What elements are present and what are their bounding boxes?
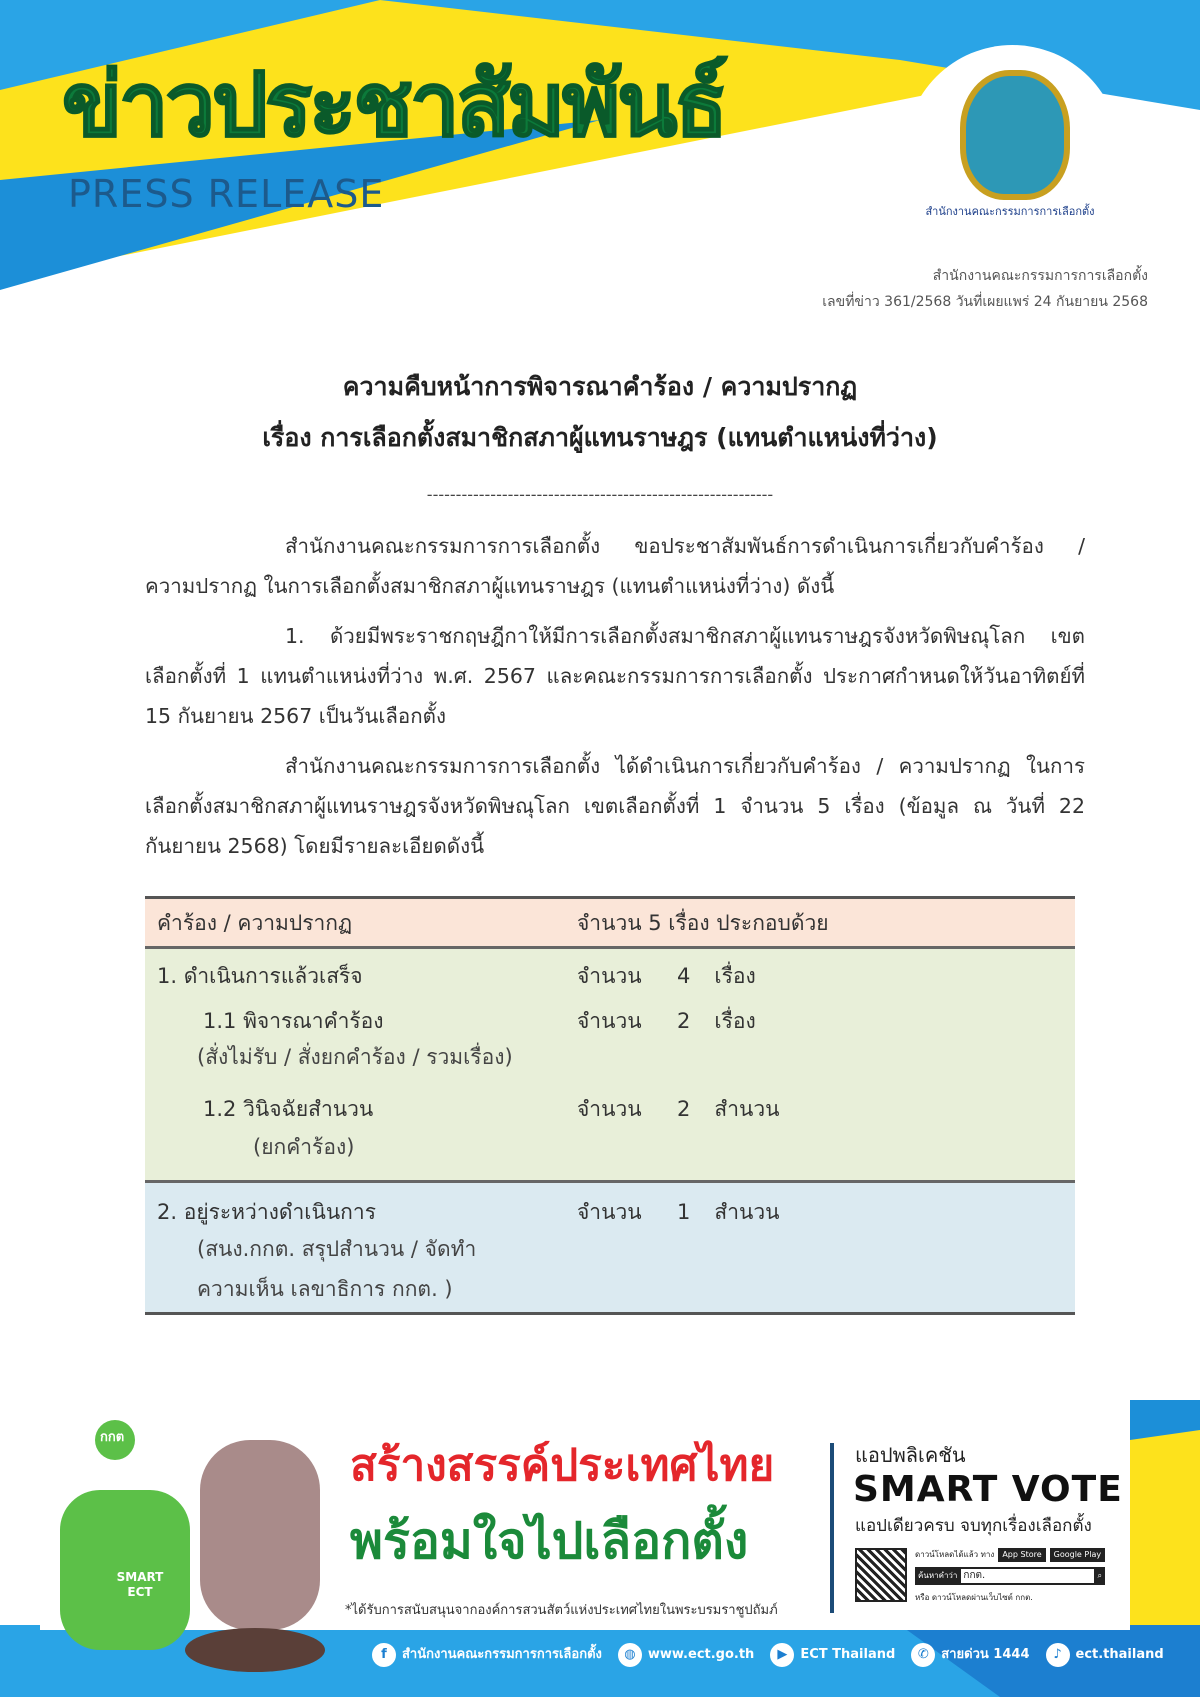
paragraph-2 xyxy=(145,746,1085,866)
slogan-line-1: สร้างสรรค์ประเทศไทย xyxy=(350,1440,775,1491)
download-label: ดาวน์โหลดได้แล้ว ทาง xyxy=(915,1550,995,1559)
app-tagline: แอปเดียวครบ จบทุกเรื่องเลือกตั้ง xyxy=(855,1516,1092,1536)
search-box[interactable] xyxy=(915,1567,1105,1585)
social-label: www.ect.go.th xyxy=(647,1647,755,1662)
search-icon[interactable]: ⌕ xyxy=(1097,1571,1102,1580)
social-facebook[interactable] xyxy=(372,1643,602,1667)
row-label: 1.1 พิจารณาคำร้อง xyxy=(145,1000,565,1042)
row-qty: จำนวน xyxy=(565,1000,665,1042)
social-label: สายด่วน 1444 xyxy=(941,1647,1030,1662)
mascot-shirt-text: SMART ECT xyxy=(116,1570,164,1599)
news-number-date: เลขที่ข่าว 361/2568 วันที่เผยแพร่ 24 กันยายน 2568 xyxy=(822,294,1148,310)
download-row xyxy=(915,1548,1105,1562)
google-play-button[interactable]: Google Play xyxy=(1050,1548,1105,1562)
table-row xyxy=(145,948,1075,1000)
facebook-icon: f xyxy=(372,1643,396,1667)
table-row xyxy=(145,1182,1075,1234)
app-store-button[interactable]: App Store xyxy=(998,1548,1045,1562)
complaint-summary-table xyxy=(145,896,1075,1315)
social-website[interactable] xyxy=(618,1643,754,1667)
row-sublabel: (สั่งไม่รับ / สั่งยกคำร้อง / รวมเรื่อง) xyxy=(145,1042,1075,1090)
paragraph-intro xyxy=(145,526,1085,606)
qr-code-icon[interactable] xyxy=(855,1548,907,1602)
header-col2: จำนวน 5 เรื่อง ประกอบด้วย xyxy=(565,898,1075,948)
social-links xyxy=(372,1643,1164,1667)
globe-icon: ◍ xyxy=(618,1643,642,1667)
slogan-line-2: พร้อมใจไปเลือกตั้ง xyxy=(350,1512,749,1570)
row-label: 2. อยู่ระหว่างดำเนินการ xyxy=(145,1182,565,1234)
app-prefix: แอปพลิเคชัน xyxy=(855,1443,966,1467)
table-row xyxy=(145,1000,1075,1042)
row-unit: เรื่อง xyxy=(702,948,1075,1000)
row-unit: สำนวน xyxy=(702,1182,1075,1234)
sponsor-note: *ได้รับการสนับสนุนจากองค์การสวนสัตว์แห่งประเทศไทยในพระบรมราชูปถัมภ์ xyxy=(345,1603,778,1618)
row-qty: จำนวน xyxy=(565,1090,665,1132)
row-sublabel: ความเห็น เลขาธิการ กกต. ) xyxy=(145,1274,1075,1314)
row-label: 1. ดำเนินการแล้วเสร็จ xyxy=(145,948,565,1000)
mascot-badge: กกต xyxy=(100,1430,125,1445)
social-label: ECT Thailand xyxy=(800,1647,896,1662)
row-sublabel: (สนง.กกต. สรุปสำนวน / จัดทำ xyxy=(145,1234,1075,1274)
web-download-note: หรือ ดาวน์โหลดผ่านเว็บไซต์ กกต. xyxy=(915,1593,1033,1602)
row-count: 1 xyxy=(665,1182,702,1234)
press-release-title-english: PRESS RELEASE xyxy=(68,172,385,216)
social-hotline[interactable] xyxy=(911,1643,1029,1667)
row-qty: จำนวน xyxy=(565,1182,665,1234)
vertical-divider xyxy=(830,1443,834,1613)
table-header xyxy=(145,898,1075,948)
heading-line-1: ความคืบหน้าการพิจารณาคำร้อง / ความปรากฏ xyxy=(342,372,858,401)
row-label: 1.2 วินิจฉัยสำนวน xyxy=(145,1090,565,1132)
ect-seal-icon xyxy=(960,70,1070,200)
tiktok-icon: ♪ xyxy=(1046,1643,1070,1667)
social-tiktok[interactable] xyxy=(1046,1643,1164,1667)
organization-name: สำนักงานคณะกรรมการการเลือกตั้ง xyxy=(932,268,1148,284)
table-row xyxy=(145,1090,1075,1132)
paragraph-text: 1. ด้วยมีพระราชกฤษฎีกาให้มีการเลือกตั้งสมาชิกสภาผู้แทนราษฎรจังหวัดพิษณุโลก เขตเลือกตั้งที่ 1 แทนตำแหน่งที่ว่าง พ.ศ. 2567 และคณะกรรมการการเลือกตั้ง ประกาศกำหนดให้วันอาทิตย์ที่ 15 กันยายน 2567 เป็นวันเลือกตั้ง xyxy=(145,624,1085,728)
row-sublabel: (ยกคำร้อง) xyxy=(145,1132,1075,1182)
phone-icon: ✆ xyxy=(911,1643,935,1667)
heading-line-2: เรื่อง การเลือกตั้งสมาชิกสภาผู้แทนราษฎร (แทนตำแหน่งที่ว่าง) xyxy=(262,423,938,452)
search-input[interactable]: กกต. xyxy=(961,1569,1093,1583)
social-youtube[interactable] xyxy=(770,1643,895,1667)
logo-text: สำนักงานคณะกรรมการการเลือกตั้ง xyxy=(925,205,1095,218)
social-label: ect.thailand xyxy=(1075,1647,1164,1662)
app-name: SMART VOTE xyxy=(853,1469,1123,1510)
paragraph-text: สำนักงานคณะกรรมการการเลือกตั้ง ได้ดำเนินการเกี่ยวกับคำร้อง / ความปรากฏ ในการเลือกตั้งสมาชิกสภาผู้แทนราษฎรจังหวัดพิษณุโลก เขตเลือกตั้งที่ 1 จำนวน 5 เรื่อง (ข้อมูล ณ วันที่ 22 กันยายน 2568) โดยมีรายละเอียดดังนี้ xyxy=(145,754,1085,858)
paragraph-1 xyxy=(145,616,1085,736)
row-count: 2 xyxy=(665,1090,702,1132)
header-col1: คำร้อง / ความปรากฏ xyxy=(145,898,565,948)
press-release-title-thai: ข่าวประชาสัมพันธ์ xyxy=(62,53,726,156)
row-unit: สำนวน xyxy=(702,1090,1075,1132)
document-body xyxy=(145,526,1085,1315)
divider: ------------------------------------------------------------ xyxy=(426,485,774,504)
search-label: ค้นหาคำว่า xyxy=(918,1571,958,1580)
row-count: 4 xyxy=(665,948,702,1000)
row-unit: เรื่อง xyxy=(702,1000,1075,1042)
paragraph-text: สำนักงานคณะกรรมการการเลือกตั้ง ขอประชาสัมพันธ์การดำเนินการเกี่ยวกับคำร้อง / ความปรากฏ ในการเลือกตั้งสมาชิกสภาผู้แทนราษฎร (แทนตำแหน่งที่ว่าง) ดังนี้ xyxy=(145,534,1085,598)
row-count: 2 xyxy=(665,1000,702,1042)
social-label: สำนักงานคณะกรรมการการเลือกตั้ง xyxy=(402,1647,602,1662)
youtube-icon: ▶ xyxy=(770,1643,794,1667)
row-qty: จำนวน xyxy=(565,948,665,1000)
